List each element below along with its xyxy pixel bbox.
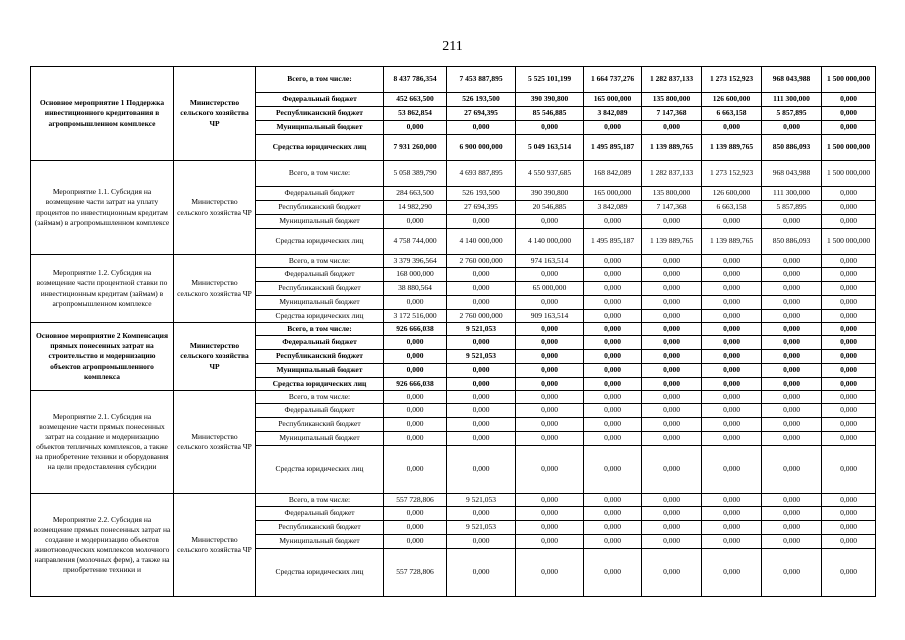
value-cell: 557 728,806 bbox=[384, 549, 447, 597]
value-cell: 0,000 bbox=[516, 378, 584, 391]
funding-source-cell: Республиканский бюджет bbox=[256, 521, 384, 535]
table-row bbox=[31, 67, 876, 93]
value-cell: 0,000 bbox=[516, 121, 584, 135]
value-cell: 526 193,500 bbox=[447, 93, 516, 107]
value-cell: 0,000 bbox=[822, 296, 876, 310]
funding-source-cell: Всего, в том числе: bbox=[256, 161, 384, 187]
value-cell: 0,000 bbox=[822, 391, 876, 404]
funding-source-cell: Всего, в том числе: bbox=[256, 255, 384, 268]
value-cell: 0,000 bbox=[702, 282, 762, 296]
value-cell: 0,000 bbox=[516, 364, 584, 378]
value-cell: 0,000 bbox=[642, 507, 702, 521]
value-cell: 0,000 bbox=[822, 378, 876, 391]
value-cell: 168 842,089 bbox=[584, 161, 642, 187]
funding-source-cell: Федеральный бюджет bbox=[256, 336, 384, 350]
value-cell: 0,000 bbox=[447, 418, 516, 432]
value-cell: 1 139 889,765 bbox=[702, 229, 762, 255]
value-cell: 0,000 bbox=[584, 310, 642, 323]
value-cell: 452 663,500 bbox=[384, 93, 447, 107]
value-cell: 0,000 bbox=[384, 121, 447, 135]
value-cell: 0,000 bbox=[384, 507, 447, 521]
value-cell: 0,000 bbox=[702, 350, 762, 364]
value-cell: 909 163,514 bbox=[516, 310, 584, 323]
value-cell: 0,000 bbox=[702, 323, 762, 336]
value-cell: 0,000 bbox=[447, 268, 516, 282]
value-cell: 4 550 937,685 bbox=[516, 161, 584, 187]
value-cell: 0,000 bbox=[702, 391, 762, 404]
value-cell: 0,000 bbox=[822, 521, 876, 535]
value-cell: 0,000 bbox=[447, 215, 516, 229]
value-cell: 53 862,854 bbox=[384, 107, 447, 121]
value-cell: 0,000 bbox=[822, 432, 876, 446]
value-cell: 5 058 389,790 bbox=[384, 161, 447, 187]
value-cell: 1 495 895,187 bbox=[584, 135, 642, 161]
value-cell: 0,000 bbox=[447, 121, 516, 135]
value-cell: 850 886,093 bbox=[762, 229, 822, 255]
value-cell: 5 857,895 bbox=[762, 201, 822, 215]
value-cell: 0,000 bbox=[702, 404, 762, 418]
funding-source-cell: Республиканский бюджет bbox=[256, 107, 384, 121]
event-name-cell: Мероприятие 1.2. Субсидия на возмещение части процентной ставки по инвестиционным кредитам (займам) в агропромышленном комплексе bbox=[31, 255, 174, 323]
value-cell: 0,000 bbox=[584, 215, 642, 229]
funding-source-cell: Средства юридических лиц bbox=[256, 378, 384, 391]
funding-source-cell: Всего, в том числе: bbox=[256, 494, 384, 507]
value-cell: 968 043,988 bbox=[762, 67, 822, 93]
value-cell: 0,000 bbox=[762, 268, 822, 282]
value-cell: 0,000 bbox=[702, 364, 762, 378]
value-cell: 6 900 000,000 bbox=[447, 135, 516, 161]
value-cell: 0,000 bbox=[762, 391, 822, 404]
value-cell: 4 758 744,000 bbox=[384, 229, 447, 255]
funding-source-cell: Муниципальный бюджет bbox=[256, 535, 384, 549]
value-cell: 0,000 bbox=[516, 350, 584, 364]
value-cell: 2 760 000,000 bbox=[447, 310, 516, 323]
value-cell: 135 800,000 bbox=[642, 93, 702, 107]
value-cell: 0,000 bbox=[584, 121, 642, 135]
value-cell: 0,000 bbox=[642, 535, 702, 549]
value-cell: 0,000 bbox=[642, 268, 702, 282]
value-cell: 0,000 bbox=[642, 432, 702, 446]
value-cell: 65 000,000 bbox=[516, 282, 584, 296]
value-cell: 9 521,053 bbox=[447, 323, 516, 336]
value-cell: 1 664 737,276 bbox=[584, 67, 642, 93]
value-cell: 0,000 bbox=[516, 391, 584, 404]
value-cell: 0,000 bbox=[642, 549, 702, 597]
value-cell: 20 546,885 bbox=[516, 201, 584, 215]
value-cell: 126 600,000 bbox=[702, 93, 762, 107]
value-cell: 38 880,564 bbox=[384, 282, 447, 296]
value-cell: 0,000 bbox=[584, 418, 642, 432]
value-cell: 0,000 bbox=[642, 282, 702, 296]
value-cell: 0,000 bbox=[762, 336, 822, 350]
value-cell: 7 931 260,000 bbox=[384, 135, 447, 161]
value-cell: 0,000 bbox=[642, 336, 702, 350]
value-cell: 0,000 bbox=[762, 378, 822, 391]
value-cell: 0,000 bbox=[762, 282, 822, 296]
value-cell: 0,000 bbox=[584, 364, 642, 378]
value-cell: 0,000 bbox=[584, 323, 642, 336]
value-cell: 0,000 bbox=[822, 336, 876, 350]
value-cell: 7 147,368 bbox=[642, 107, 702, 121]
funding-source-cell: Муниципальный бюджет bbox=[256, 296, 384, 310]
value-cell: 0,000 bbox=[584, 535, 642, 549]
value-cell: 85 546,885 bbox=[516, 107, 584, 121]
event-name-cell: Мероприятие 2.1. Субсидия на возмещение части прямых понесенных затрат на создание и модернизацию объектов тепличных комплексов, а также на приобретение техники и оборудования на цели предоставления субсидии bbox=[31, 391, 174, 494]
value-cell: 0,000 bbox=[702, 296, 762, 310]
value-cell: 0,000 bbox=[762, 215, 822, 229]
value-cell: 0,000 bbox=[584, 549, 642, 597]
value-cell: 0,000 bbox=[702, 507, 762, 521]
value-cell: 0,000 bbox=[584, 391, 642, 404]
value-cell: 0,000 bbox=[584, 296, 642, 310]
value-cell: 5 049 163,514 bbox=[516, 135, 584, 161]
value-cell: 0,000 bbox=[516, 432, 584, 446]
value-cell: 0,000 bbox=[384, 432, 447, 446]
table-row bbox=[31, 161, 876, 187]
value-cell: 0,000 bbox=[702, 432, 762, 446]
value-cell: 7 147,368 bbox=[642, 201, 702, 215]
value-cell: 0,000 bbox=[516, 296, 584, 310]
value-cell: 0,000 bbox=[584, 350, 642, 364]
value-cell: 0,000 bbox=[702, 310, 762, 323]
value-cell: 0,000 bbox=[384, 336, 447, 350]
funding-source-cell: Всего, в том числе: bbox=[256, 391, 384, 404]
value-cell: 0,000 bbox=[642, 404, 702, 418]
value-cell: 1 282 837,133 bbox=[642, 67, 702, 93]
value-cell: 1 139 889,765 bbox=[642, 135, 702, 161]
value-cell: 0,000 bbox=[642, 310, 702, 323]
table-row bbox=[31, 255, 876, 268]
value-cell: 0,000 bbox=[762, 418, 822, 432]
value-cell: 9 521,053 bbox=[447, 350, 516, 364]
funding-source-cell: Средства юридических лиц bbox=[256, 549, 384, 597]
funding-source-cell: Муниципальный бюджет bbox=[256, 364, 384, 378]
value-cell: 0,000 bbox=[762, 364, 822, 378]
value-cell: 6 663,158 bbox=[702, 201, 762, 215]
value-cell: 0,000 bbox=[447, 404, 516, 418]
value-cell: 1 139 889,765 bbox=[642, 229, 702, 255]
value-cell: 1 500 000,000 bbox=[822, 229, 876, 255]
value-cell: 0,000 bbox=[642, 521, 702, 535]
funding-source-cell: Федеральный бюджет bbox=[256, 187, 384, 201]
value-cell: 3 842,089 bbox=[584, 107, 642, 121]
value-cell: 1 500 000,000 bbox=[822, 67, 876, 93]
value-cell: 3 172 516,000 bbox=[384, 310, 447, 323]
value-cell: 0,000 bbox=[447, 535, 516, 549]
responsible-cell: Министерство сельского хозяйства ЧР bbox=[174, 494, 256, 597]
value-cell: 0,000 bbox=[702, 255, 762, 268]
value-cell: 0,000 bbox=[762, 521, 822, 535]
value-cell: 126 600,000 bbox=[702, 187, 762, 201]
value-cell: 0,000 bbox=[447, 549, 516, 597]
value-cell: 5 525 101,199 bbox=[516, 67, 584, 93]
value-cell: 0,000 bbox=[447, 378, 516, 391]
value-cell: 1 495 895,187 bbox=[584, 229, 642, 255]
value-cell: 1 500 000,000 bbox=[822, 161, 876, 187]
event-name-cell: Основное мероприятие 2 Компенсация прямых понесенных затрат на строительство и модернизацию объектов агропромышленного комплекса bbox=[31, 323, 174, 391]
value-cell: 0,000 bbox=[516, 494, 584, 507]
value-cell: 974 163,514 bbox=[516, 255, 584, 268]
value-cell: 27 694,395 bbox=[447, 201, 516, 215]
value-cell: 0,000 bbox=[584, 255, 642, 268]
funding-source-cell: Республиканский бюджет bbox=[256, 418, 384, 432]
value-cell: 0,000 bbox=[822, 215, 876, 229]
funding-source-cell: Средства юридических лиц bbox=[256, 229, 384, 255]
value-cell: 7 453 887,895 bbox=[447, 67, 516, 93]
value-cell: 0,000 bbox=[702, 268, 762, 282]
value-cell: 0,000 bbox=[762, 323, 822, 336]
value-cell: 0,000 bbox=[584, 378, 642, 391]
responsible-cell: Министерство сельского хозяйства ЧР bbox=[174, 391, 256, 494]
value-cell: 0,000 bbox=[384, 418, 447, 432]
value-cell: 0,000 bbox=[384, 350, 447, 364]
value-cell: 1 139 889,765 bbox=[702, 135, 762, 161]
table-row bbox=[31, 323, 876, 336]
value-cell: 4 140 000,000 bbox=[447, 229, 516, 255]
value-cell: 0,000 bbox=[762, 350, 822, 364]
value-cell: 0,000 bbox=[384, 391, 447, 404]
table-row bbox=[31, 494, 876, 507]
value-cell: 0,000 bbox=[642, 446, 702, 494]
value-cell: 3 379 396,564 bbox=[384, 255, 447, 268]
value-cell: 0,000 bbox=[702, 418, 762, 432]
value-cell: 0,000 bbox=[516, 549, 584, 597]
value-cell: 0,000 bbox=[584, 446, 642, 494]
value-cell: 0,000 bbox=[822, 446, 876, 494]
value-cell: 0,000 bbox=[384, 364, 447, 378]
value-cell: 0,000 bbox=[822, 418, 876, 432]
value-cell: 5 857,895 bbox=[762, 107, 822, 121]
value-cell: 0,000 bbox=[702, 549, 762, 597]
funding-source-cell: Средства юридических лиц bbox=[256, 446, 384, 494]
responsible-cell: Министерство сельского хозяйства ЧР bbox=[174, 67, 256, 161]
value-cell: 0,000 bbox=[822, 350, 876, 364]
value-cell: 0,000 bbox=[447, 446, 516, 494]
value-cell: 27 694,395 bbox=[447, 107, 516, 121]
responsible-cell: Министерство сельского хозяйства ЧР bbox=[174, 161, 256, 255]
value-cell: 0,000 bbox=[447, 391, 516, 404]
value-cell: 0,000 bbox=[762, 121, 822, 135]
value-cell: 2 760 000,000 bbox=[447, 255, 516, 268]
value-cell: 9 521,053 bbox=[447, 494, 516, 507]
value-cell: 0,000 bbox=[447, 282, 516, 296]
value-cell: 390 390,800 bbox=[516, 187, 584, 201]
value-cell: 526 193,500 bbox=[447, 187, 516, 201]
value-cell: 0,000 bbox=[822, 268, 876, 282]
value-cell: 8 437 786,354 bbox=[384, 67, 447, 93]
value-cell: 0,000 bbox=[384, 535, 447, 549]
funding-source-cell: Всего, в том числе: bbox=[256, 323, 384, 336]
value-cell: 0,000 bbox=[584, 521, 642, 535]
value-cell: 0,000 bbox=[516, 268, 584, 282]
value-cell: 165 000,000 bbox=[584, 93, 642, 107]
value-cell: 0,000 bbox=[822, 535, 876, 549]
value-cell: 165 000,000 bbox=[584, 187, 642, 201]
value-cell: 0,000 bbox=[447, 336, 516, 350]
value-cell: 135 800,000 bbox=[642, 187, 702, 201]
value-cell: 0,000 bbox=[762, 446, 822, 494]
funding-source-cell: Муниципальный бюджет bbox=[256, 215, 384, 229]
responsible-cell: Министерство сельского хозяйства ЧР bbox=[174, 255, 256, 323]
value-cell: 0,000 bbox=[822, 93, 876, 107]
value-cell: 0,000 bbox=[584, 432, 642, 446]
value-cell: 0,000 bbox=[447, 507, 516, 521]
value-cell: 0,000 bbox=[822, 507, 876, 521]
value-cell: 0,000 bbox=[642, 364, 702, 378]
funding-source-cell: Средства юридических лиц bbox=[256, 135, 384, 161]
funding-source-cell: Муниципальный бюджет bbox=[256, 432, 384, 446]
value-cell: 0,000 bbox=[762, 310, 822, 323]
value-cell: 284 663,500 bbox=[384, 187, 447, 201]
value-cell: 0,000 bbox=[702, 494, 762, 507]
value-cell: 0,000 bbox=[762, 404, 822, 418]
value-cell: 0,000 bbox=[822, 201, 876, 215]
value-cell: 0,000 bbox=[642, 296, 702, 310]
value-cell: 0,000 bbox=[516, 215, 584, 229]
value-cell: 4 693 887,895 bbox=[447, 161, 516, 187]
value-cell: 111 300,000 bbox=[762, 93, 822, 107]
funding-source-cell: Республиканский бюджет bbox=[256, 350, 384, 364]
value-cell: 0,000 bbox=[584, 404, 642, 418]
value-cell: 0,000 bbox=[584, 268, 642, 282]
funding-source-cell: Федеральный бюджет bbox=[256, 93, 384, 107]
value-cell: 4 140 000,000 bbox=[516, 229, 584, 255]
value-cell: 6 663,158 bbox=[702, 107, 762, 121]
value-cell: 0,000 bbox=[516, 336, 584, 350]
value-cell: 3 842,089 bbox=[584, 201, 642, 215]
value-cell: 0,000 bbox=[762, 507, 822, 521]
value-cell: 0,000 bbox=[642, 350, 702, 364]
value-cell: 0,000 bbox=[702, 378, 762, 391]
value-cell: 14 982,290 bbox=[384, 201, 447, 215]
funding-source-cell: Республиканский бюджет bbox=[256, 201, 384, 215]
value-cell: 9 521,053 bbox=[447, 521, 516, 535]
value-cell: 0,000 bbox=[822, 187, 876, 201]
value-cell: 0,000 bbox=[702, 535, 762, 549]
value-cell: 557 728,806 bbox=[384, 494, 447, 507]
funding-source-cell: Всего, в том числе: bbox=[256, 67, 384, 93]
value-cell: 0,000 bbox=[762, 432, 822, 446]
value-cell: 111 300,000 bbox=[762, 187, 822, 201]
value-cell: 0,000 bbox=[822, 404, 876, 418]
value-cell: 0,000 bbox=[384, 446, 447, 494]
responsible-cell: Министерство сельского хозяйства ЧР bbox=[174, 323, 256, 391]
value-cell: 0,000 bbox=[384, 215, 447, 229]
value-cell: 850 886,093 bbox=[762, 135, 822, 161]
value-cell: 0,000 bbox=[642, 323, 702, 336]
value-cell: 0,000 bbox=[516, 323, 584, 336]
value-cell: 0,000 bbox=[516, 418, 584, 432]
value-cell: 0,000 bbox=[516, 404, 584, 418]
value-cell: 0,000 bbox=[384, 404, 447, 418]
value-cell: 0,000 bbox=[584, 494, 642, 507]
value-cell: 0,000 bbox=[642, 378, 702, 391]
value-cell: 0,000 bbox=[447, 364, 516, 378]
value-cell: 0,000 bbox=[822, 107, 876, 121]
value-cell: 968 043,988 bbox=[762, 161, 822, 187]
value-cell: 0,000 bbox=[762, 535, 822, 549]
value-cell: 0,000 bbox=[702, 446, 762, 494]
value-cell: 0,000 bbox=[516, 507, 584, 521]
value-cell: 0,000 bbox=[702, 215, 762, 229]
funding-source-cell: Средства юридических лиц bbox=[256, 310, 384, 323]
value-cell: 0,000 bbox=[762, 549, 822, 597]
value-cell: 0,000 bbox=[822, 549, 876, 597]
value-cell: 0,000 bbox=[822, 255, 876, 268]
value-cell: 0,000 bbox=[584, 282, 642, 296]
value-cell: 0,000 bbox=[822, 121, 876, 135]
page-number: 211 bbox=[442, 39, 463, 54]
value-cell: 1 282 837,133 bbox=[642, 161, 702, 187]
value-cell: 0,000 bbox=[702, 336, 762, 350]
value-cell: 0,000 bbox=[702, 521, 762, 535]
funding-source-cell: Муниципальный бюджет bbox=[256, 121, 384, 135]
value-cell: 1 273 152,923 bbox=[702, 67, 762, 93]
value-cell: 0,000 bbox=[384, 296, 447, 310]
table-row bbox=[31, 391, 876, 404]
value-cell: 0,000 bbox=[762, 494, 822, 507]
value-cell: 0,000 bbox=[516, 446, 584, 494]
value-cell: 0,000 bbox=[642, 418, 702, 432]
value-cell: 0,000 bbox=[822, 494, 876, 507]
value-cell: 0,000 bbox=[642, 391, 702, 404]
value-cell: 1 273 152,923 bbox=[702, 161, 762, 187]
value-cell: 0,000 bbox=[762, 255, 822, 268]
event-name-cell: Мероприятие 2.2. Субсидия на возмещение прямых понесенных затрат на создание и модернизацию объектов животноводческих комплексов молочного направления (молочных ферм), а также на приобретение техники и bbox=[31, 494, 174, 597]
value-cell: 0,000 bbox=[642, 121, 702, 135]
value-cell: 168 000,000 bbox=[384, 268, 447, 282]
value-cell: 1 500 000,000 bbox=[822, 135, 876, 161]
funding-source-cell: Федеральный бюджет bbox=[256, 507, 384, 521]
value-cell: 0,000 bbox=[447, 296, 516, 310]
value-cell: 926 666,038 bbox=[384, 323, 447, 336]
value-cell: 390 390,800 bbox=[516, 93, 584, 107]
value-cell: 0,000 bbox=[516, 521, 584, 535]
value-cell: 926 666,038 bbox=[384, 378, 447, 391]
value-cell: 0,000 bbox=[584, 336, 642, 350]
value-cell: 0,000 bbox=[822, 323, 876, 336]
value-cell: 0,000 bbox=[762, 296, 822, 310]
event-name-cell: Основное мероприятие 1 Поддержка инвестиционного кредитования в агропромышленном комплексе bbox=[31, 67, 174, 161]
value-cell: 0,000 bbox=[822, 364, 876, 378]
value-cell: 0,000 bbox=[516, 535, 584, 549]
funding-source-cell: Республиканский бюджет bbox=[256, 282, 384, 296]
funding-source-cell: Федеральный бюджет bbox=[256, 268, 384, 282]
value-cell: 0,000 bbox=[822, 282, 876, 296]
value-cell: 0,000 bbox=[584, 507, 642, 521]
value-cell: 0,000 bbox=[384, 521, 447, 535]
value-cell: 0,000 bbox=[702, 121, 762, 135]
value-cell: 0,000 bbox=[642, 494, 702, 507]
budget-table bbox=[30, 66, 876, 597]
funding-source-cell: Федеральный бюджет bbox=[256, 404, 384, 418]
value-cell: 0,000 bbox=[822, 310, 876, 323]
value-cell: 0,000 bbox=[447, 432, 516, 446]
value-cell: 0,000 bbox=[642, 255, 702, 268]
value-cell: 0,000 bbox=[642, 215, 702, 229]
event-name-cell: Мероприятие 1.1. Субсидия на возмещение части затрат на уплату процентов по инвестиционным кредитам (займам) в агропромышленном комплексе bbox=[31, 161, 174, 255]
